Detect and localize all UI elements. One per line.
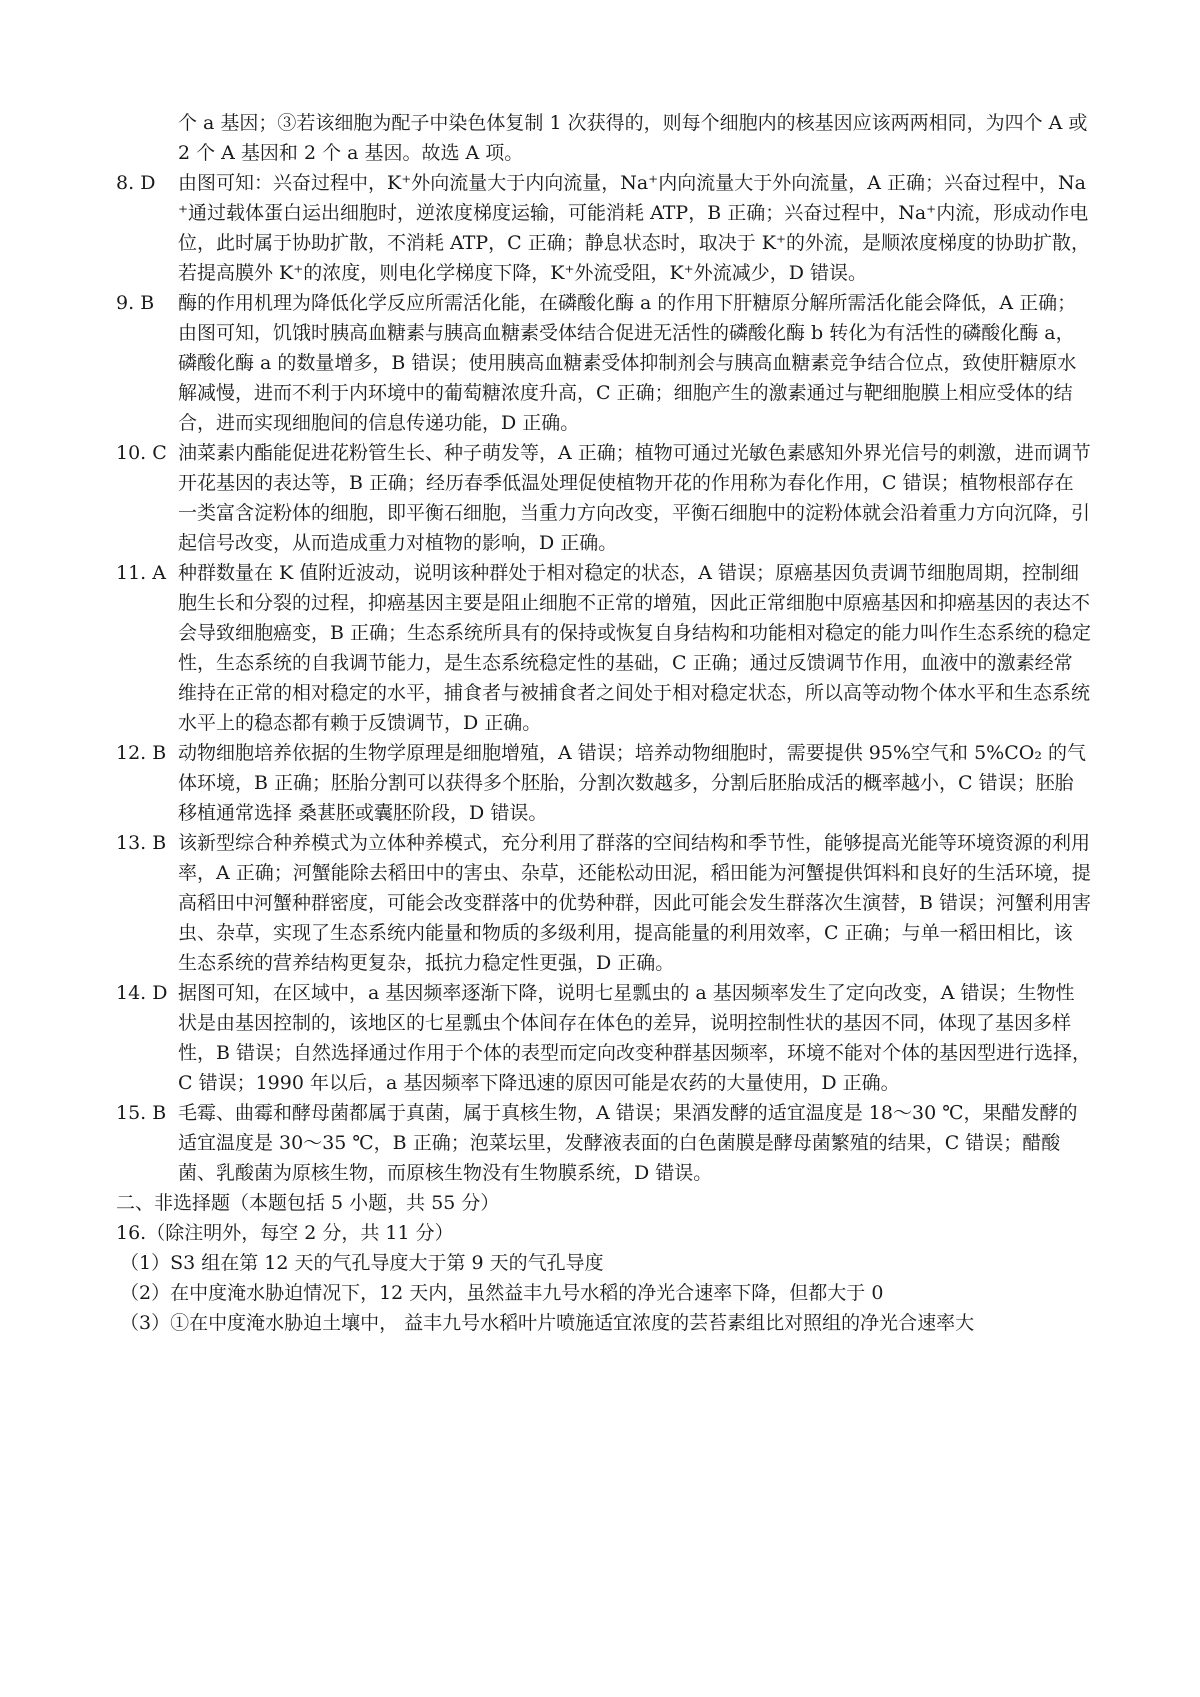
answer-item <box>116 978 1091 1098</box>
item-answer: B <box>152 1102 167 1124</box>
item-number: 15. <box>116 1102 147 1124</box>
item-answer: D <box>140 172 156 194</box>
answer-item <box>116 168 1091 288</box>
item-explanation: 该新型综合种养模式为立体种养模式，充分利用了群落的空间结构和季节性，能够提高光能等环境资源的利用率，A 正确；河蟹能除去稻田中的害虫、杂草，还能松动田泥，稻田能为河蟹提供饵料和良好的生活环境，提高稻田中河蟹种群密度，可能会改变群落中的优势种群，因此可能会发生群落次生演替，B 错误；河蟹利用害虫、杂草，实现了生态系统内能量和物质的多级利用，提高能量的利用效率，C 正确；与单一稻田相比，该生态系统的营养结构更复杂，抵抗力稳定性更强，D 正确。 <box>178 832 1092 974</box>
answer-item <box>116 738 1091 828</box>
item-number: 14. <box>116 982 147 1004</box>
question-16-answer-3: （3）①在中度淹水胁迫土壤中， 益丰九号水稻叶片喷施适宜浓度的芸苔素组比对照组的净光合速率大 <box>120 1312 975 1334</box>
item-number: 8. <box>116 172 135 194</box>
item-answer: B <box>152 832 167 854</box>
item-explanation: 动物细胞培养依据的生物学原理是细胞增殖，A 错误；培养动物细胞时，需要提供 95%空气和 5%CO₂ 的气体环境，B 正确；胚胎分割可以获得多个胚胎，分割次数越多，分割后胚胎成活的概率越小，C 错误；胚胎移植通常选择 桑葚胚或囊胚阶段，D 错误。 <box>178 742 1086 824</box>
item-answer: A <box>152 562 166 584</box>
item-number: 12. <box>116 742 147 764</box>
question-16-answer-1: （1）S3 组在第 12 天的气孔导度大于第 9 天的气孔导度 <box>120 1252 604 1274</box>
item-number: 9. <box>116 292 135 314</box>
intro-continuation: 个 a 基因；③若该细胞为配子中染色体复制 1 次获得的，则每个细胞内的核基因应该两两相同，为四个 A 或 2 个 A 基因和 2 个 a 基因。故选 A 项。 <box>178 112 1094 164</box>
question-16-heading: 16.（除注明外，每空 2 分，共 11 分） <box>116 1222 454 1244</box>
item-number: 13. <box>116 832 147 854</box>
item-explanation: 毛霉、曲霉和酵母菌都属于真菌，属于真核生物，A 错误；果酒发酵的适宜温度是 18～30 ℃，果醋发酵的适宜温度是 30～35 ℃，B 正确；泡菜坛里，发酵液表面的白色菌膜是酵母菌繁殖的结果，C 错误；醋酸菌、乳酸菌为原核生物，而原核生物没有生物膜系统，D 错误。 <box>178 1102 1078 1184</box>
section-heading: 二、非选择题（本题包括 5 小题，共 55 分） <box>116 1192 500 1214</box>
item-answer: B <box>140 292 155 314</box>
answer-item <box>116 438 1091 558</box>
item-answer: C <box>152 442 167 464</box>
answer-item <box>116 828 1091 978</box>
item-explanation: 酶的作用机理为降低化学反应所需活化能，在磷酸化酶 a 的作用下肝糖原分解所需活化能会降低，A 正确；由图可知，饥饿时胰高血糖素与胰高血糖素受体结合促进无活性的磷酸化酶 b 转化为有活性的磷酸化酶 a，磷酸化酶 a 的数量增多，B 错误；使用胰高血糖素受体抑制剂会与胰高血糖素竞争结合位点，致使肝糖原水解减慢，进而不利于内环境中的葡萄糖浓度升高，C 正确；细胞产生的激素通过与靶细胞膜上相应受体的结合，进而实现细胞间的信息传递功能，D 正确。 <box>178 292 1077 434</box>
item-number: 10. <box>116 442 147 464</box>
item-number: 11. <box>116 562 147 584</box>
item-answer: B <box>152 742 167 764</box>
item-explanation: 据图可知，在区域中，a 基因频率逐渐下降，说明七星瓢虫的 a 基因频率发生了定向改变，A 错误；生物性状是由基因控制的，该地区的七星瓢虫个体间存在体色的差异，说明控制性状的基因不同，体现了基因多样性，B 错误；自然选择通过作用于个体的表型而定向改变种群基因频率，环境不能对个体的基因型进行选择，C 错误；1990 年以后，a 基因频率下降迅速的原因可能是农药的大量使用，D 正确。 <box>178 982 1092 1094</box>
item-answer: D <box>152 982 168 1004</box>
answer-content <box>116 108 1094 1338</box>
answer-item <box>116 558 1091 738</box>
question-16-answer-2: （2）在中度淹水胁迫情况下，12 天内，虽然益丰九号水稻的净光合速率下降，但都大于 0 <box>120 1282 884 1304</box>
answer-item <box>116 288 1091 438</box>
answer-item <box>116 1098 1091 1188</box>
item-explanation: 油菜素内酯能促进花粉管生长、种子萌发等，A 正确；植物可通过光敏色素感知外界光信号的刺激，进而调节开花基因的表达等，B 正确；经历春季低温处理促使植物开花的作用称为春化作用，C 错误；植物根部存在一类富含淀粉体的细胞，即平衡石细胞，当重力方向改变，平衡石细胞中的淀粉体就会沿着重力方向沉降，引起信号改变，从而造成重力对植物的影响，D 正确。 <box>178 442 1091 554</box>
item-explanation: 由图可知：兴奋过程中，K⁺外向流量大于内向流量，Na⁺内向流量大于外向流量，A 正确；兴奋过程中，Na⁺通过载体蛋白运出细胞时，逆浓度梯度运输，可能消耗 ATP，B 正确；兴奋过程中，Na⁺内流，形成动作电位，此时属于协助扩散，不消耗 ATP，C 正确；静息状态时，取决于 K⁺的外流，是顺浓度梯度的协助扩散，若提高膜外 K⁺的浓度，则电化学梯度下降，K⁺外流受阻，K⁺外流减少，D 错误。 <box>178 172 1091 284</box>
item-explanation: 种群数量在 K 值附近波动，说明该种群处于相对稳定的状态，A 错误；原癌基因负责调节细胞周期，控制细胞生长和分裂的过程，抑癌基因主要是阻止细胞不正常的增殖，因此正常细胞中原癌基因和抑癌基因的表达不会导致细胞癌变，B 正确；生态系统所具有的保持或恢复自身结构和功能相对稳定的能力叫作生态系统的稳定性，生态系统的自我调节能力，是生态系统稳定性的基础，C 正确；通过反馈调节作用，血液中的激素经常维持在正常的相对稳定的水平，捕食者与被捕食者之间处于相对稳定状态，所以高等动物个体水平和生态系统水平上的稳态都有赖于反馈调节，D 正确。 <box>178 562 1092 734</box>
